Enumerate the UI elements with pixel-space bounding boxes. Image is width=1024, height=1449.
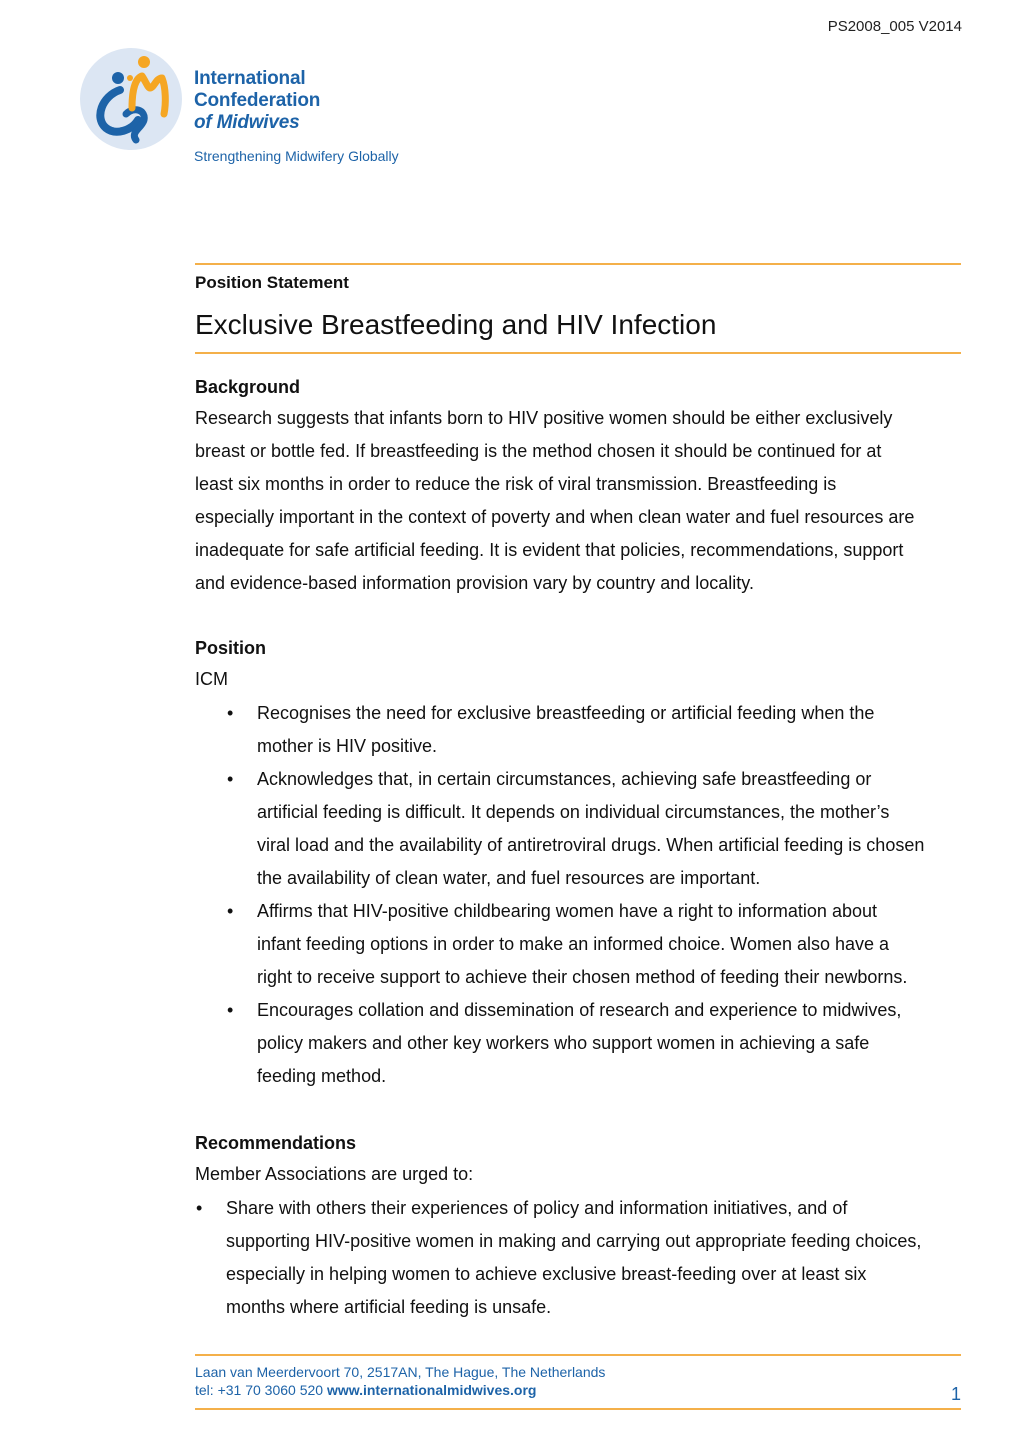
list-item-line: artificial feeding is difficult. It depends on individual circumstances, the mother’s [257,802,890,822]
list-item [195,763,961,895]
footer-website-link[interactable]: www.internationalmidwives.org [326,1382,537,1398]
position-list [195,697,961,1093]
list-item-line: policy makers and other key workers who support women in achieving a safe [257,1033,870,1053]
bullet-icon: • [227,703,234,723]
bullet-icon: • [227,901,234,921]
list-item-line: supporting HIV-positive women in making and carrying out appropriate feeding choices, [226,1231,922,1251]
footer-contact [195,1381,961,1399]
logo-name-line: Confederation [194,90,321,111]
divider-footer-top [195,1354,961,1356]
background-section [195,377,961,600]
logo-organisation-name [194,68,320,134]
paragraph-line: Research suggests that infants born to HIV positive women should be either exclusively [195,408,893,428]
statement-label-block [195,273,961,293]
background-paragraph [195,402,961,600]
recommendations-section [195,1133,961,1324]
recommendations-list [195,1192,961,1324]
list-item-line: feeding method. [257,1066,387,1086]
list-item-line: Acknowledges that, in certain circumstances, achieving safe breastfeeding or [257,769,872,789]
list-item-line: Share with others their experiences of policy and information initiatives, and of [226,1198,848,1218]
list-item-line: viral load and the availability of antiretroviral drugs. When artificial feeding is chosen [257,835,925,855]
statement-title-block [195,309,961,341]
paragraph-line: especially important in the context of poverty and when clean water and fuel resources are [195,507,915,527]
icm-logo [78,44,438,174]
divider-top [195,263,961,265]
background-heading: Background [195,377,301,397]
logo-name-line: of Midwives [194,112,300,133]
paragraph-line: breast or bottle fed. If breastfeeding is the method chosen it should be continued for at [195,441,882,461]
list-item-line: the availability of clean water, and fuel resources are important. [257,868,761,888]
logo-name-line: International [194,68,306,89]
paragraph-line: least six months in order to reduce the risk of viral transmission. Breastfeeding is [195,474,837,494]
list-item-line: mother is HIV positive. [257,736,438,756]
list-item [195,895,961,994]
footer [195,1363,961,1404]
footer-address: Laan van Meerdervoort 70, 2517AN, The Hague, The Netherlands [195,1364,606,1380]
paragraph-line: and evidence-based information provision vary by country and locality. [195,573,754,593]
logo-tagline: Strengthening Midwifery Globally [194,148,399,164]
bullet-icon: • [227,769,234,789]
paragraph-line: inadequate for safe artificial feeding. It is evident that policies, recommendations, support [195,540,904,560]
document-reference: PS2008_005 V2014 [827,18,962,35]
list-item-line: Encourages collation and dissemination of research and experience to midwives, [257,1000,902,1020]
position-subject: ICM [195,669,228,689]
logo-emblem-icon [80,48,182,150]
bullet-icon: • [227,1000,234,1020]
list-item-line: especially in helping women to achieve exclusive breast-feeding over at least six [226,1264,867,1284]
position-heading: Position [195,638,266,658]
recommendations-heading: Recommendations [195,1133,357,1153]
position-section [195,638,961,1093]
list-item-line: months where artificial feeding is unsafe. [226,1297,552,1317]
recommendations-intro: Member Associations are urged to: [195,1164,474,1184]
list-item-line: infant feeding options in order to make an informed choice. Women also have a [257,934,890,954]
divider-title [195,352,961,354]
list-item-line: Recognises the need for exclusive breastfeeding or artificial feeding when the [257,703,875,723]
page-number: 1 [950,1384,961,1404]
statement-label: Position Statement [195,273,349,292]
list-item [195,697,961,763]
list-item [195,994,961,1093]
footer-telephone: tel: +31 70 3060 520 [195,1382,324,1398]
bullet-icon: • [196,1198,203,1218]
divider-footer-bottom [195,1408,961,1410]
page-title: Exclusive Breastfeeding and HIV Infection [195,309,717,340]
list-item-line: right to receive support to achieve their chosen method of feeding their newborns. [257,967,908,987]
list-item-line: Affirms that HIV-positive childbearing women have a right to information about [257,901,877,921]
list-item [195,1192,961,1324]
